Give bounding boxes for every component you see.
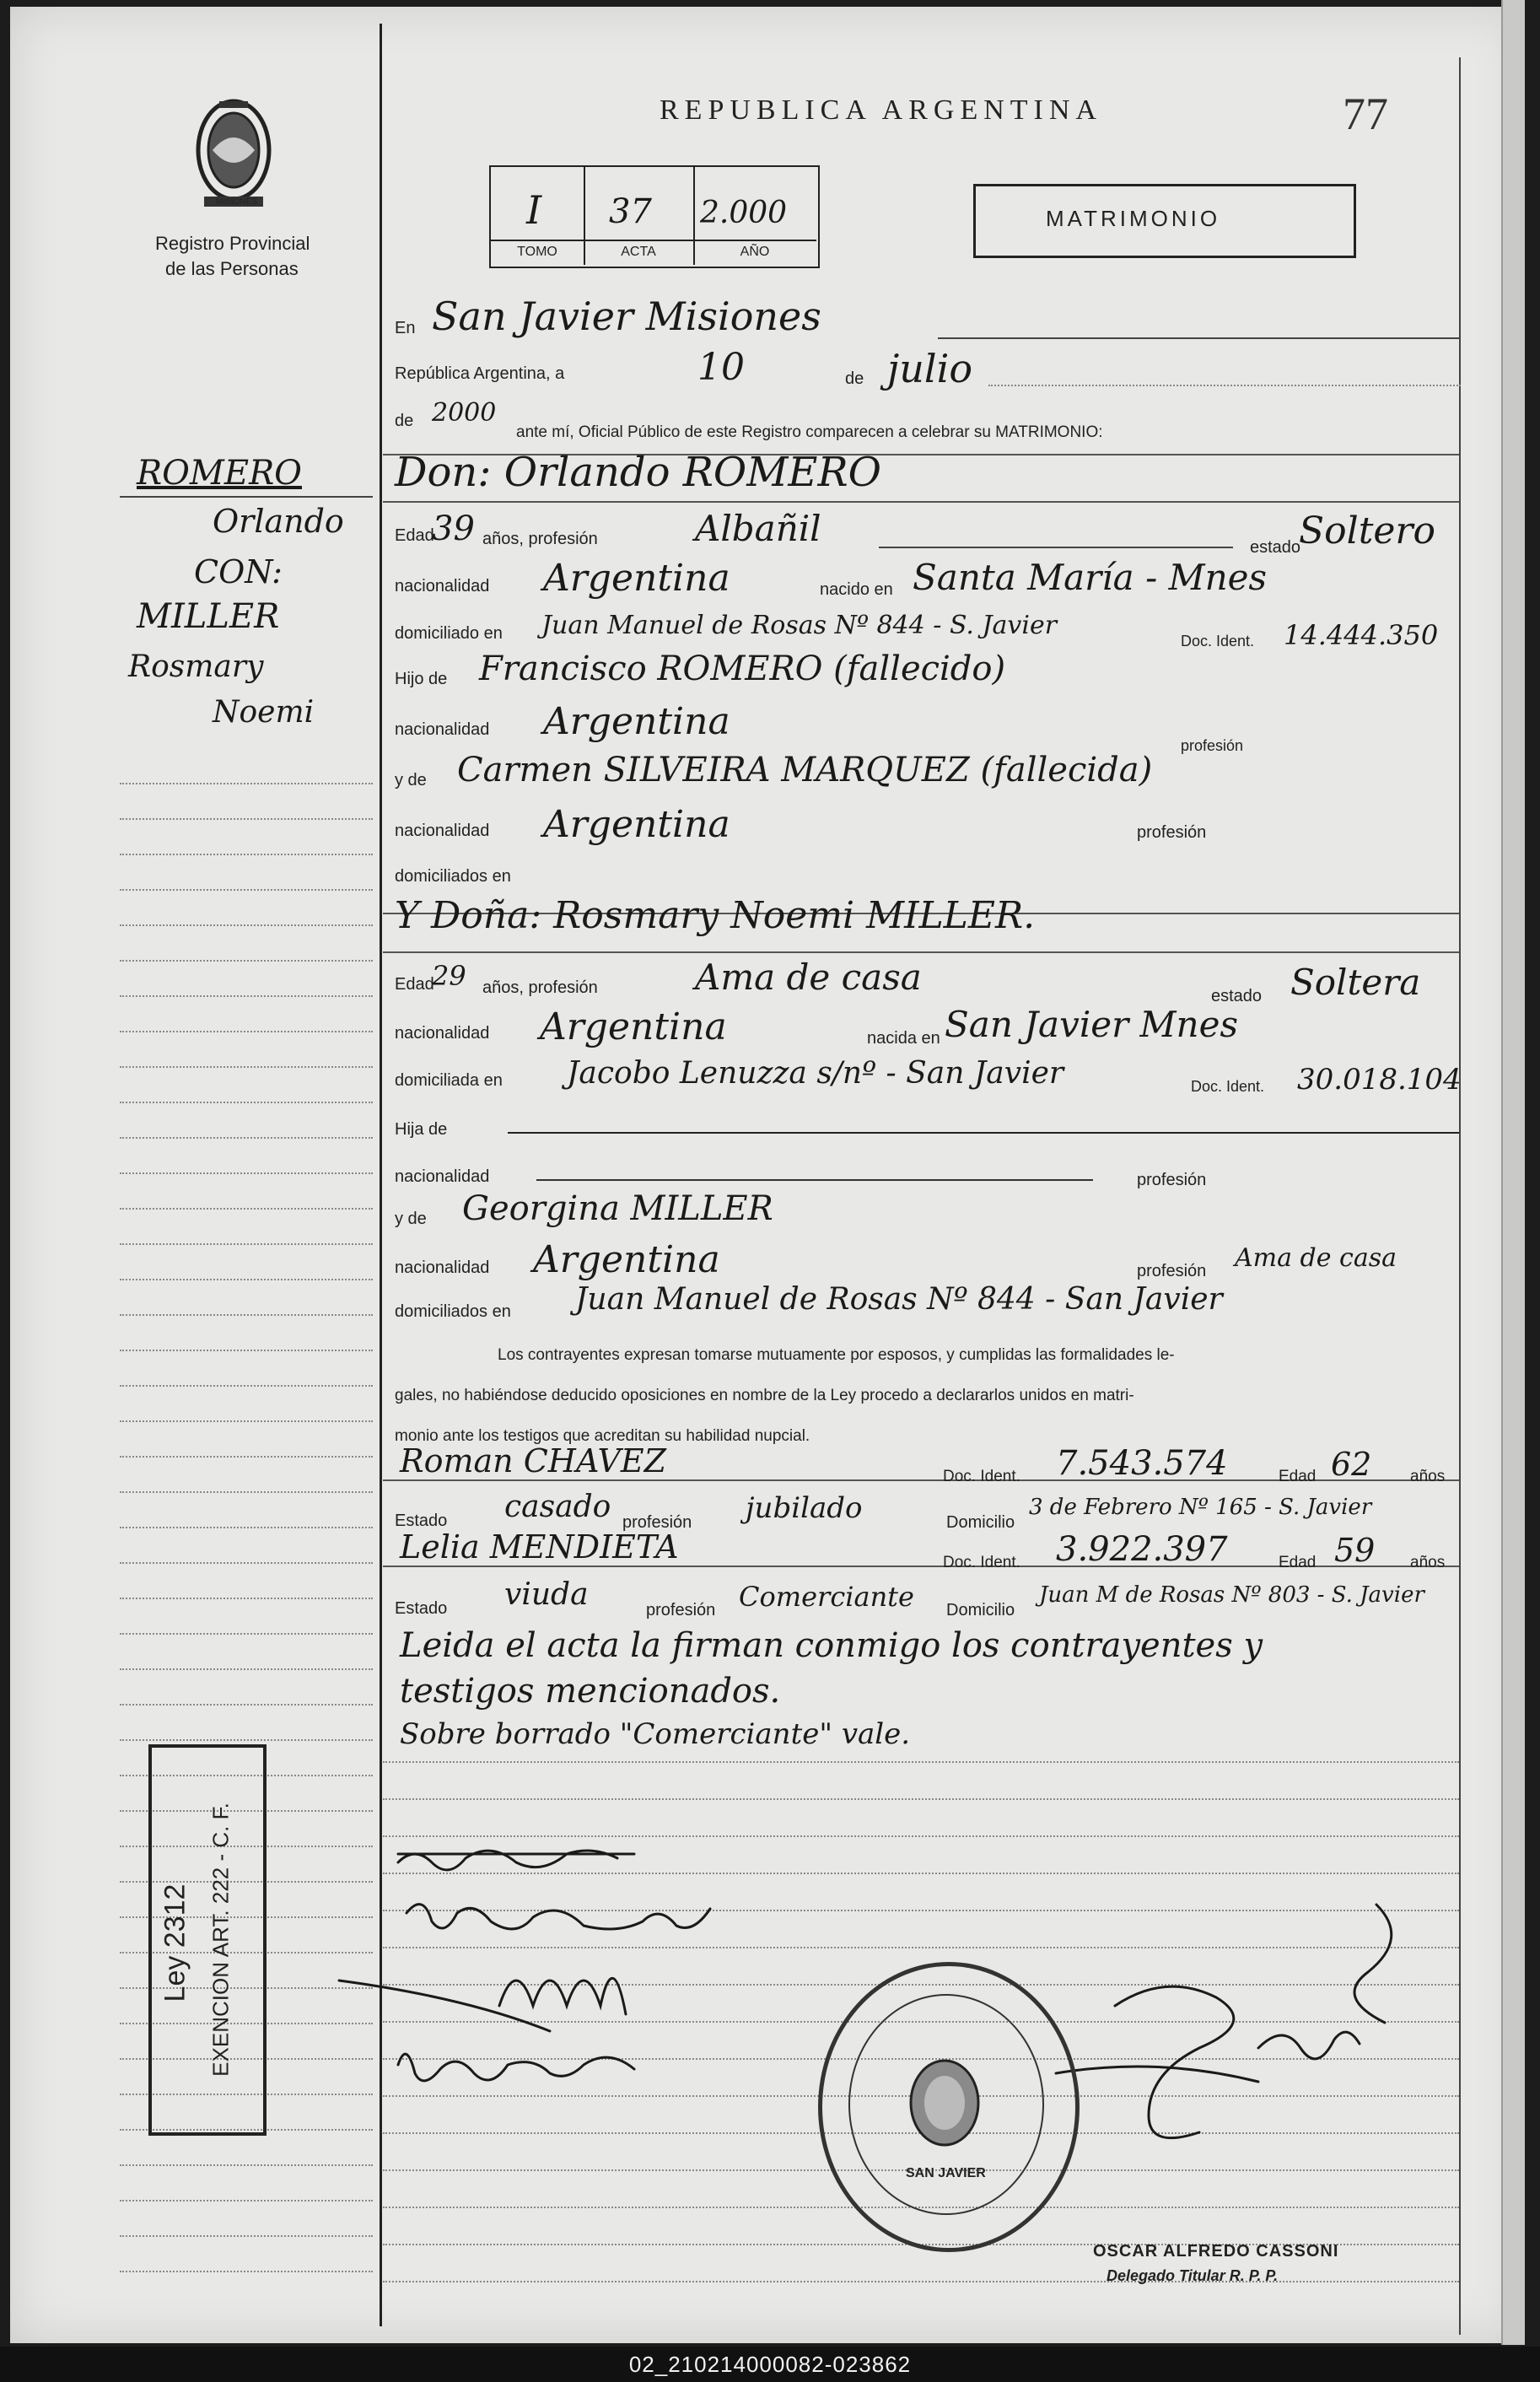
declaration-line3: monio ante los testigos que acreditan su habilidad nupcial. (395, 1427, 810, 1445)
witness2-anos-label: años (1410, 1554, 1446, 1571)
margin-rule (120, 818, 373, 820)
margin-rule (120, 1527, 373, 1528)
bride-mother-nat-label: nacionalidad (395, 1258, 490, 1277)
de-label: de (845, 369, 864, 388)
witness1-estado: casado (504, 1490, 611, 1524)
marriage-place: San Javier Misiones (432, 294, 821, 339)
ano-label: AÑO (740, 245, 770, 259)
bride-father-prof-label: profesión (1137, 1171, 1207, 1189)
bride-age: 29 (432, 960, 466, 992)
rule (383, 951, 1459, 953)
closing-line2: testigos mencionados. (400, 1672, 781, 1711)
groom-nacido-label: nacido en (820, 580, 893, 599)
official-name: OSCAR ALFREDO CASSONI (1093, 2242, 1339, 2261)
bride-name: Y Doña: Rosmary Noemi MILLER. (395, 894, 1036, 937)
witness1-age: 62 (1331, 1446, 1372, 1483)
groom-birthplace: Santa María - Mnes (913, 557, 1268, 598)
bride-nationality: Argentina (540, 1005, 727, 1048)
groom-hijo-label: Hijo de (395, 670, 448, 688)
exemption-article: EXENCION ART. 222 - C. F. (207, 1803, 234, 2077)
body-rule (383, 1761, 1459, 1763)
groom-father-nat-label: nacionalidad (395, 720, 490, 739)
rule (383, 501, 1459, 503)
declaration-line1: Los contrayentes expresan tomarse mutuamente por esposos, y cumplidas las formalidades le- (498, 1346, 1175, 1364)
groom-estado: Soltero (1299, 509, 1435, 552)
bride-doc-label: Doc. Ident. (1191, 1078, 1265, 1095)
margin-rule (120, 854, 373, 855)
margin-rule (120, 1031, 373, 1032)
groom-profession: Albañil (695, 508, 821, 549)
witness2-estado-label: Estado (395, 1599, 448, 1618)
witness1-dom-label: Domicilio (946, 1513, 1015, 1532)
registry-name-line2: de las Personas (165, 258, 299, 279)
republica-label: República Argentina, a (395, 364, 565, 383)
bride-domiciliada-label: domiciliada en (395, 1071, 503, 1090)
witness1-estado-label: Estado (395, 1512, 448, 1530)
margin-rule (120, 1704, 373, 1706)
rule (536, 1179, 1093, 1181)
margin-rule (120, 1420, 373, 1422)
bride-mother-prof: Ama de casa (1235, 1243, 1397, 1273)
margin-rule (120, 1102, 373, 1103)
record-type: MATRIMONIO (1046, 206, 1221, 231)
margin-rule (120, 1598, 373, 1599)
groom-parents-dom-label: domiciliados en (395, 867, 511, 886)
box-divider-h (491, 240, 816, 241)
box-divider-2 (693, 167, 695, 265)
witness1-edad-label: Edad (1279, 1468, 1317, 1485)
acta-value: 37 (609, 192, 652, 231)
margin-rule (120, 1739, 373, 1741)
official-title: Delegado Titular R. P. P. (1107, 2267, 1279, 2284)
margin-rule (120, 1668, 373, 1670)
margin-surname2: MILLER (137, 597, 280, 636)
margin-rule (120, 1172, 373, 1174)
bride-profession: Ama de casa (695, 957, 922, 998)
groom-nacionalidad-label: nacionalidad (395, 577, 490, 596)
witness2-age: 59 (1334, 1532, 1376, 1569)
bride-mother-nat: Argentina (533, 1238, 720, 1281)
bride-birthplace: San Javier Mnes (945, 1004, 1238, 1045)
margin-con: CON: (194, 553, 283, 590)
bride-yde-label: y de (395, 1210, 427, 1228)
margin-rule (120, 1243, 373, 1245)
witness1-prof-label: profesión (622, 1513, 692, 1532)
bride-mother: Georgina MILLER (462, 1189, 773, 1228)
registry-name-line1: Registro Provincial (155, 233, 310, 254)
bride-doc: 30.018.104 (1297, 1063, 1462, 1097)
margin-rule (120, 1456, 373, 1458)
seal-caption: MISIONES (216, 197, 257, 207)
witness2-name: Lelia MENDIETA (400, 1528, 679, 1566)
exemption-law: Ley 2312 (159, 1884, 191, 2002)
groom-name: Don: Orlando ROMERO (395, 449, 881, 496)
margin-rule (120, 783, 373, 784)
closing-line3: Sobre borrado "Comerciante" vale. (400, 1717, 911, 1751)
margin-rule (120, 1350, 373, 1351)
groom-mother-nat-label: nacionalidad (395, 822, 490, 840)
margin-rule (120, 1562, 373, 1564)
page-number: 77 (1343, 89, 1388, 139)
bride-parents-dom-label: domiciliados en (395, 1302, 511, 1321)
groom-nationality: Argentina (543, 557, 730, 600)
groom-mother-prof-label: profesión (1137, 823, 1207, 842)
witness2-estado: viuda (504, 1577, 589, 1612)
tomo-label: TOMO (517, 245, 557, 259)
witness2-dom-label: Domicilio (946, 1601, 1015, 1619)
bride-nacida-label: nacida en (867, 1029, 940, 1048)
witness2-doc: 3.922.397 (1056, 1530, 1228, 1569)
groom-mother: Carmen SILVEIRA MARQUEZ (fallecida) (457, 751, 1153, 790)
margin-rule (120, 889, 373, 891)
margin-surname: ROMERO (137, 454, 302, 493)
marriage-year: 2000 (432, 398, 497, 428)
country-title: REPUBLICA ARGENTINA (660, 94, 1102, 126)
margin-rule (120, 1633, 373, 1635)
witness1-name: Roman CHAVEZ (400, 1442, 667, 1479)
rule (938, 337, 1461, 339)
file-id-bar (0, 2347, 1540, 2382)
declaration-line2: gales, no habiéndose deducido oposiciones en nombre de la Ley procedo a declararlos unidos en matri- (395, 1387, 1134, 1404)
stamp-emblem (904, 2056, 985, 2149)
body-rule (383, 2281, 1459, 2282)
margin-rule (120, 995, 373, 997)
tomo-value: I (526, 187, 542, 233)
witness1-doc: 7.543.574 (1056, 1444, 1228, 1483)
groom-estado-label: estado (1250, 538, 1301, 557)
rule (508, 1132, 1459, 1134)
witness1-anos-label: años (1410, 1468, 1446, 1485)
rule (879, 547, 1233, 548)
witness1-dom: 3 de Febrero Nº 165 - S. Javier (1029, 1495, 1372, 1520)
margin-rule (120, 1066, 373, 1068)
groom-address: Juan Manuel de Rosas Nº 844 - S. Javier (541, 611, 1058, 640)
provincial-seal (187, 91, 280, 213)
margin-rule (120, 1314, 373, 1316)
marriage-day: 10 (697, 346, 745, 389)
bride-profesion-label: años, profesión (482, 978, 598, 997)
margin-rule (120, 1279, 373, 1280)
witness2-prof: Comerciante (739, 1581, 914, 1613)
bride-estado-label: estado (1211, 987, 1263, 1005)
margin-rule (120, 1385, 373, 1387)
marriage-month: julio (887, 346, 973, 391)
ano-value: 2.000 (700, 196, 788, 230)
groom-profesion-label: años, profesión (482, 530, 598, 548)
groom-edad-label: Edad (395, 526, 434, 545)
witness1-prof: jubilado (746, 1491, 863, 1525)
stamp-place: SAN JAVIER (906, 2166, 986, 2180)
groom-father: Francisco ROMERO (fallecido) (479, 649, 1006, 688)
bride-hija-label: Hija de (395, 1120, 448, 1139)
margin-rule (120, 924, 373, 926)
groom-yde-label: y de (395, 771, 427, 790)
groom-mother-nat: Argentina (543, 803, 730, 846)
intro-text: ante mí, Oficial Público de este Registro comparecen a celebrar su MATRIMONIO: (516, 423, 1103, 441)
bride-nacionalidad-label: nacionalidad (395, 1024, 490, 1043)
box-divider-1 (584, 167, 585, 265)
margin-rule (120, 2271, 373, 2272)
witness2-doc-label: Doc. Ident. (943, 1554, 1020, 1571)
bride-mother-prof-label: profesión (1137, 1262, 1207, 1280)
groom-doc: 14.444.350 (1284, 619, 1439, 651)
en-label: En (395, 319, 416, 337)
witness2-prof-label: profesión (646, 1601, 716, 1619)
margin-rule (120, 1137, 373, 1139)
margin-rule (120, 1491, 373, 1493)
file-id: 02_210214000082-023862 (628, 2352, 912, 2377)
groom-doc-label: Doc. Ident. (1181, 633, 1255, 649)
bride-estado: Soltera (1290, 962, 1421, 1003)
groom-father-prof-label: profesión (1181, 737, 1244, 754)
rule (988, 385, 1461, 386)
witness1-doc-label: Doc. Ident. (943, 1468, 1020, 1485)
bride-father-nat-label: nacionalidad (395, 1167, 490, 1186)
civil-record-page (10, 7, 1523, 2343)
closing-line1: Leida el acta la firman conmigo los contrayentes y (400, 1626, 1263, 1665)
bride-parents-dom: Juan Manuel de Rosas Nº 844 - San Javier (575, 1282, 1223, 1317)
margin-rule (120, 960, 373, 962)
margin-middlename: Noemi (213, 695, 315, 730)
book-edge (1501, 0, 1525, 2345)
bride-address: Jacobo Lenuzza s/nº - San Javier (567, 1056, 1064, 1091)
de2-label: de (395, 412, 414, 430)
groom-domiciliado-label: domiciliado en (395, 624, 503, 643)
margin-rule (120, 496, 373, 498)
margin-firstname: Orlando (213, 503, 344, 540)
witness2-edad-label: Edad (1279, 1554, 1317, 1571)
bride-edad-label: Edad (395, 975, 434, 994)
margin-rule (120, 1208, 373, 1210)
margin-firstname2: Rosmary (128, 649, 264, 684)
groom-age: 39 (432, 509, 475, 548)
acta-label: ACTA (621, 245, 656, 259)
witness2-dom: Juan M de Rosas Nº 803 - S. Javier (1039, 1582, 1424, 1608)
groom-father-nat: Argentina (543, 700, 730, 743)
